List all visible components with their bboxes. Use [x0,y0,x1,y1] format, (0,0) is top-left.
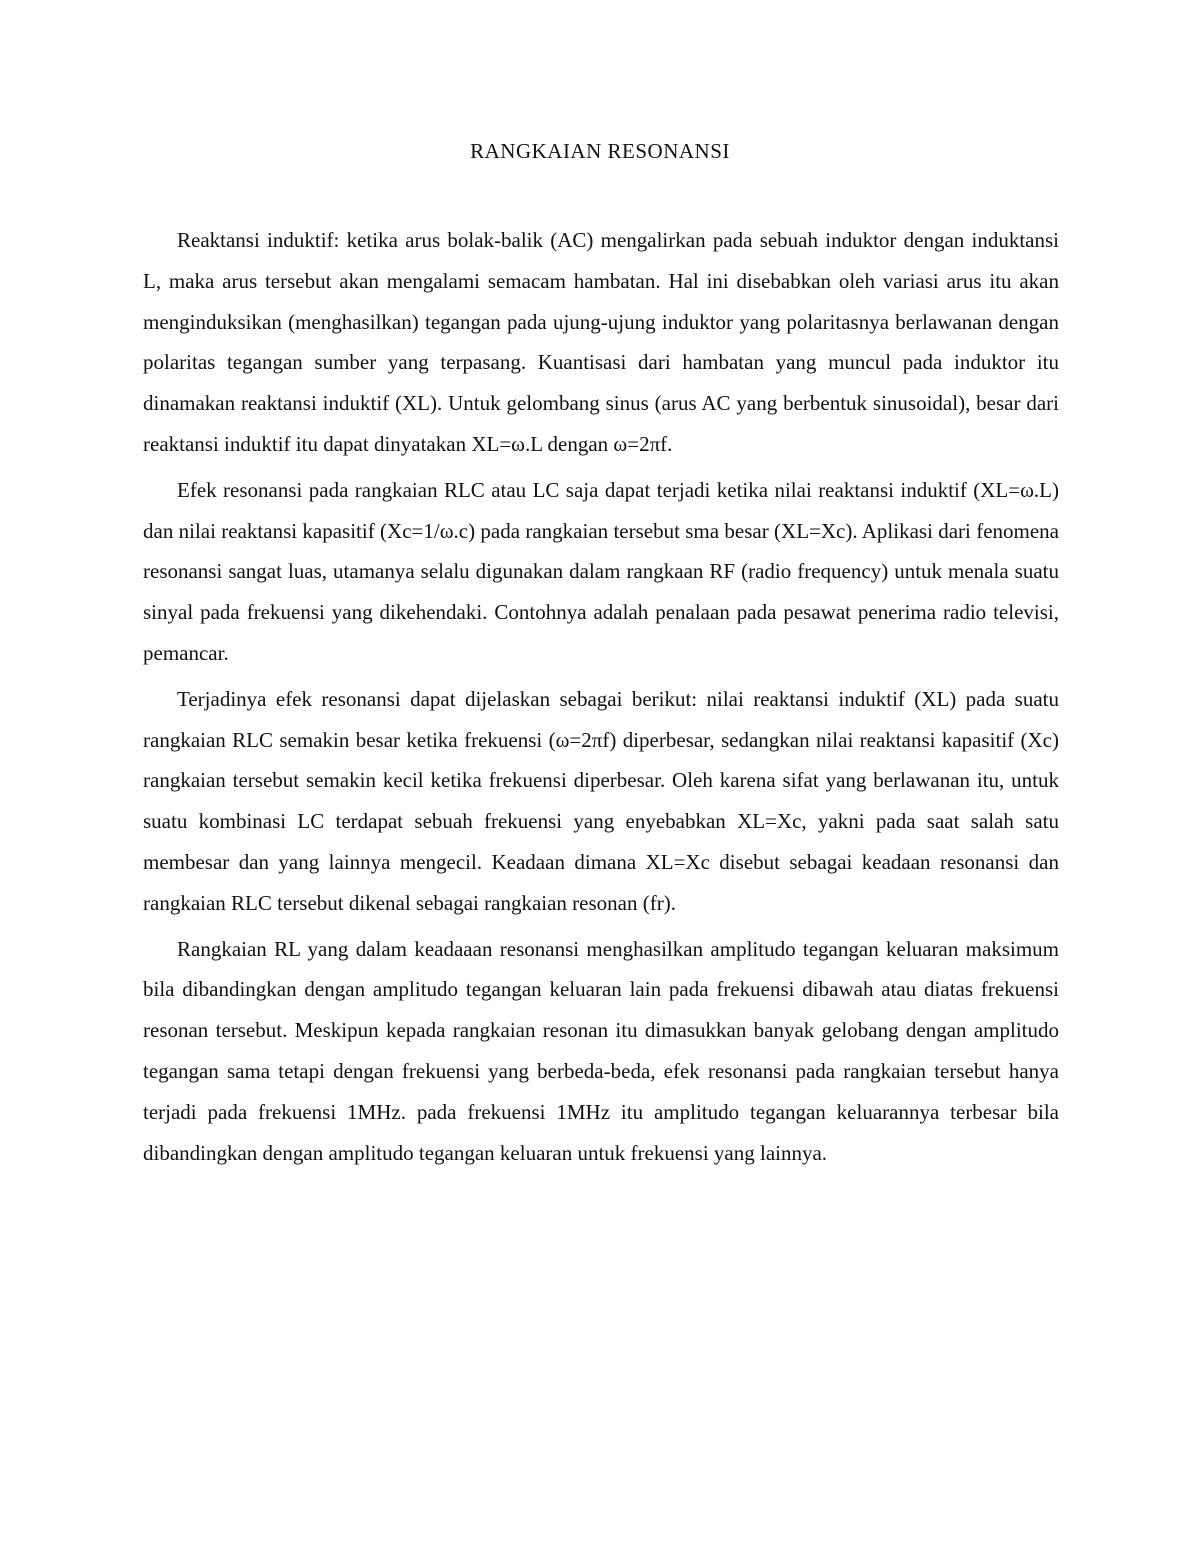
paragraph-reaktansi-induktif: Reaktansi induktif: ketika arus bolak-balik (AC) mengalirkan pada sebuah induktor dengan induktansi L, maka arus tersebut akan mengalami semacam hambatan. Hal ini disebabkan oleh variasi arus itu akan menginduksikan (menghasilkan) tegangan pada ujung-ujung induktor yang polaritasnya berlawanan dengan polaritas tegangan sumber yang terpasang. Kuantisasi dari hambatan yang muncul pada induktor itu dinamakan reaktansi induktif (XL). Untuk gelombang sinus (arus AC yang berbentuk sinusoidal), besar dari reaktansi induktif itu dapat dinyatakan XL=ω.L dengan ω=2πf. [143,228,1059,456]
paragraph-rangkaian-rl: Rangkaian RL yang dalam keadaaan resonansi menghasilkan amplitudo tegangan keluaran maksimum bila dibandingkan dengan amplitudo tegangan keluaran lain pada frekuensi dibawah atau diatas frekuensi resonan tersebut. Meskipun kepada rangkaian resonan itu dimasukkan banyak gelobang dengan amplitudo tegangan sama tetapi dengan frekuensi yang berbeda-beda, efek resonansi pada rangkaian tersebut hanya terjadi pada frekuensi 1MHz. pada frekuensi 1MHz itu amplitudo tegangan keluarannya terbesar bila dibandingkan dengan amplitudo tegangan keluaran untuk frekuensi yang lainnya. [143,936,1059,1165]
paragraph-terjadinya-resonansi: Terjadinya efek resonansi dapat dijelaskan sebagai berikut: nilai reaktansi induktif (XL) pada suatu rangkaian RLC semakin besar ketika frekuensi (ω=2πf) diperbesar, sedangkan nilai reaktansi kapasitif (Xc) rangkaian tersebut semakin kecil ketika frekuensi diperbesar. Oleh karena sifat yang berlawanan itu, untuk suatu kombinasi LC terdapat sebuah frekuensi yang enyebabkan XL=Xc, yakni pada saat salah satu membesar dan yang lainnya mengecil. Keadaan dimana XL=Xc disebut sebagai keadaan resonansi dan rangkaian RLC tersebut dikenal sebagai rangkaian resonan (fr). [143,686,1059,915]
document-title: RANGKAIAN RESONANSI [470,139,730,163]
paragraph-efek-resonansi: Efek resonansi pada rangkaian RLC atau LC saja dapat terjadi ketika nilai reaktansi induktif (XL=ω.L) dan nilai reaktansi kapasitif (Xc=1/ω.c) pada rangkaian tersebut sma besar (XL=Xc). Aplikasi dari fenomena resonansi sangat luas, utamanya selalu digunakan dalam rangkaan RF (radio frequency) untuk menala suatu sinyal pada frekuensi yang dikehendaki. Contohnya adalah penalaan pada pesawat penerima radio televisi, pemancar. [143,477,1059,665]
document-body [143,220,1059,1178]
